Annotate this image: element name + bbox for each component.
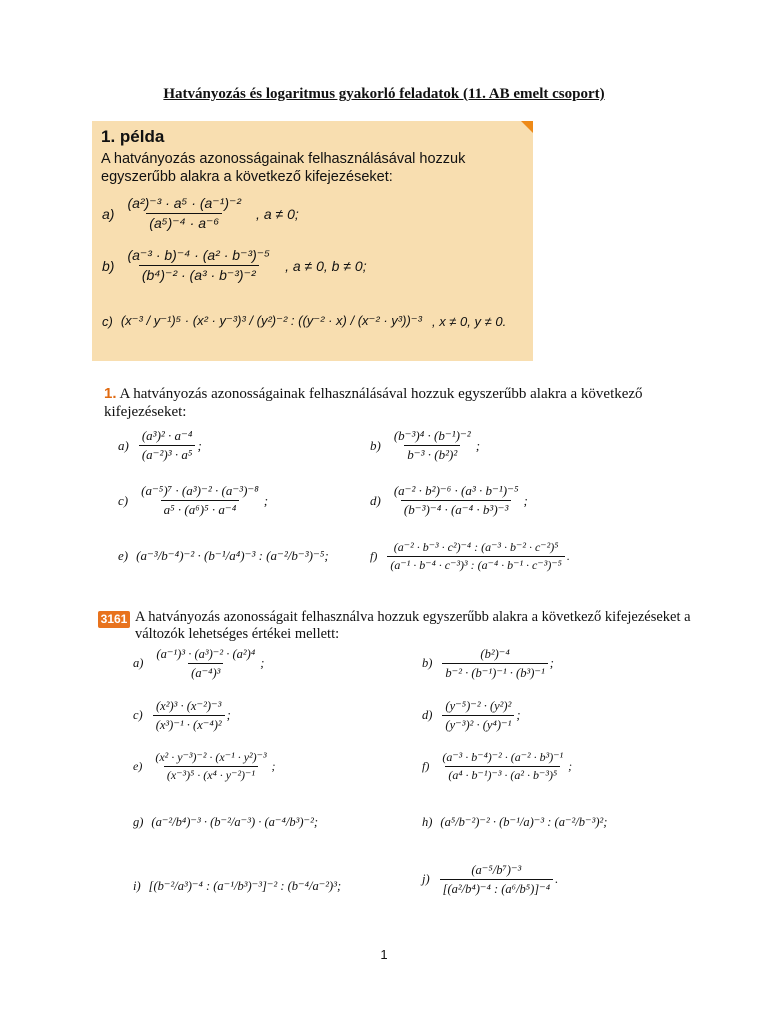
example-item-c: c) (x⁻³ / y⁻¹)⁵ · (x² · y⁻³)³ / (y²)⁻² : ((y⁻² · x) / (x⁻² · y³))⁻³ , x ≠ 0, y ≠ 0. — [102, 313, 507, 329]
ex1-item-a: a) $\frac{\text{(a³)² · a⁻⁴}}{\text{(a⁻²)³ · a⁵}}$ ; — [118, 428, 202, 462]
exercise-3161-text: A hatványozás azonosságait felhasználva hozzuk egyszerűbb alakra a következő kifejezéseket a változók lehetséges értékei mellett: — [135, 609, 691, 642]
ex1-item-c: c) $\frac{\text{(a⁻⁵)⁷ · (a³)⁻² · (a⁻³)⁻⁸}}{\text{a⁵ · (a⁶)⁵ · a⁻⁴}}$ ; — [118, 483, 269, 517]
example-box — [92, 121, 533, 361]
ex3161-item-h: h) (a⁵/b⁻²)⁻² · (b⁻¹/a)⁻³ : (a⁻²/b⁻³)² ; — [422, 814, 608, 829]
exercise-1 — [104, 385, 684, 421]
ex3161-item-i: i) [(b⁻²/a³)⁻⁴ : (a⁻¹/b³)⁻³]⁻² : (b⁻⁴/a⁻²)³ ; — [133, 878, 342, 893]
ex3161-item-d: d) $\frac{\text{(y⁻⁵)⁻² · (y²)²}}{\text{(y⁻³)² · (y⁴)⁻¹}}$ ; — [422, 699, 521, 732]
ex1-item-d: d) $\frac{\text{(a⁻² · b²)⁻⁶ · (a³ · b⁻¹)⁻⁵}}{\text{(b⁻³)⁻⁴ · (a⁻⁴ · b³)⁻³}}$ ; — [370, 483, 528, 517]
ex3161-item-g: g) (a⁻²/b⁴)⁻³ · (b⁻²/a⁻³) · (a⁻⁴/b³)⁻² ; — [133, 814, 319, 829]
example-heading: 1. példa — [101, 127, 165, 146]
example-item-a: a) $\frac{\text{(a²)⁻³ · a⁵ · (a⁻¹)⁻²}}{\text{(a⁵)⁻⁴ · a⁻⁶}}$ , a ≠ 0; — [102, 195, 299, 231]
ex3161-item-b: b) $\frac{\text{(b²)⁻⁴}}{\text{b⁻² · (b⁻¹)⁻¹ · (b³)⁻¹}}$ ; — [422, 647, 554, 680]
ex3161-item-f: f) $\frac{\text{(a⁻³ · b⁻⁴)⁻² · (a⁻² · b³)⁻¹}}{\text{(a⁴ · b⁻¹)⁻³ · (a² · b⁻³)⁵}}$ ; — [422, 750, 573, 782]
ex3161-item-e: e) $\frac{\text{(x² · y⁻³)⁻² · (x⁻¹ · y²)⁻³}}{\text{(x⁻³)⁵ · (x⁴ · y⁻²)⁻¹}}$ ; — [133, 750, 276, 782]
page-number: 1 — [380, 947, 388, 962]
exercise-number: 1. — [104, 385, 117, 402]
ex3161-item-j: j) $\frac{\text{(a⁻⁵/b⁷)⁻³}}{\text{[(a²/b⁴)⁻⁴ : (a⁶/b⁵)]⁻⁴}}$ . — [422, 863, 559, 896]
ex3161-item-a: a) $\frac{\text{(a⁻¹)³ · (a³)⁻² · (a²)⁴}}{\text{(a⁻⁴)³}}$ ; — [133, 647, 265, 680]
ex1-item-f: f) $\frac{\text{(a⁻² · b⁻³ · c²)⁻⁴ : (a⁻³ · b⁻² · c⁻²)⁵}}{\text{(a⁻¹ · b⁻⁴ · c⁻³)³ : (a⁻⁴ · b⁻¹ · c⁻³)⁻⁵}}$ . — [370, 540, 570, 572]
exercise-badge: 3161 — [98, 611, 130, 628]
example-item-b: b) $\frac{\text{(a⁻³ · b)⁻⁴ · (a² · b⁻³)⁻⁵}}{\text{(b⁴)⁻² · (a³ · b⁻³)⁻²}}$ , a ≠ 0, b ≠ 0; — [102, 247, 367, 283]
ex1-item-b: b) $\frac{\text{(b⁻³)⁴ · (b⁻¹)⁻²}}{\text{b⁻³ · (b²)²}}$ ; — [370, 428, 481, 462]
page-title: Hatványozás és logaritmus gyakorló feladatok (11. AB emelt csoport) — [163, 86, 605, 102]
ex3161-item-c: c) $\frac{\text{(x²)³ · (x⁻²)⁻³}}{\text{(x³)⁻¹ · (x⁻⁴)²}}$ ; — [133, 699, 231, 732]
example-intro: A hatványozás azonosságainak felhasználásával hozzuk egyszerűbb alakra a következő kifejezéseket: — [101, 151, 466, 185]
ex1-item-e: e) (a⁻³/b⁻⁴)⁻² · (b⁻¹/a⁴)⁻³ : (a⁻²/b⁻³)⁻⁵ ; — [118, 548, 329, 563]
corner-marker — [521, 121, 533, 133]
exercise-text: A hatványozás azonosságainak felhasználásával hozzuk egyszerűbb alakra a következő kifejezéseket: — [104, 386, 643, 420]
